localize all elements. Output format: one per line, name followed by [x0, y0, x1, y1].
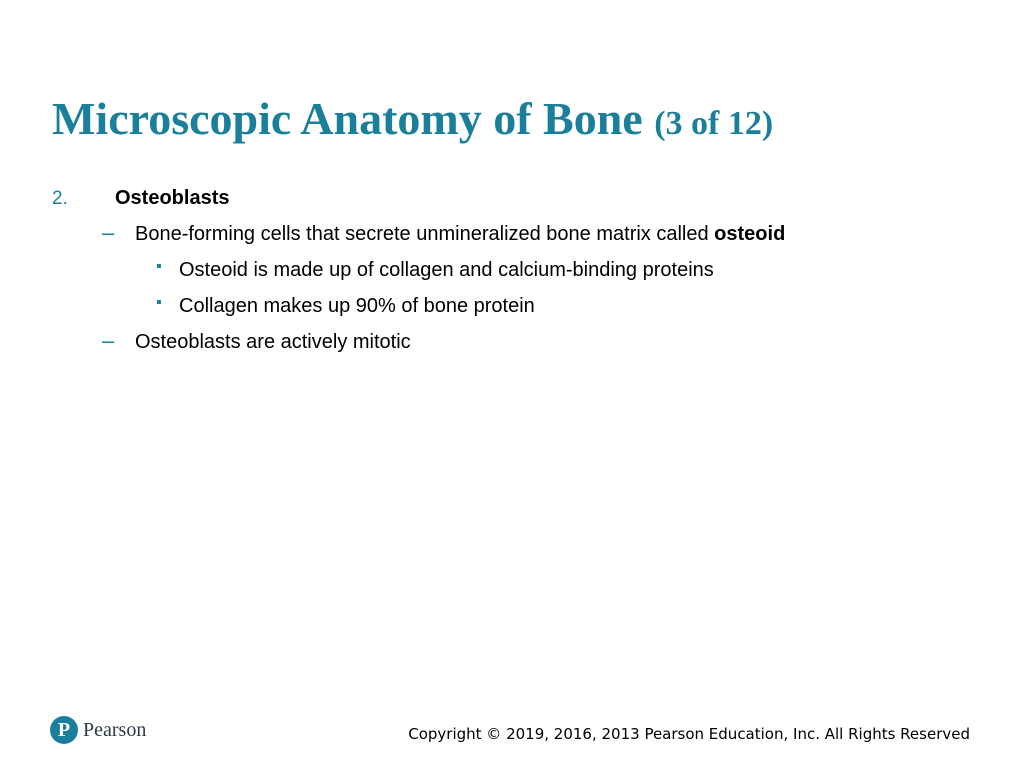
pearson-logo [50, 713, 146, 747]
list-item-text: Collagen makes up 90% of bone protein [179, 295, 535, 317]
list-item-text-emphasis: osteoid [714, 223, 786, 245]
title-sub: (3 of 12) [654, 105, 774, 142]
dash-bullet-icon: – [102, 220, 115, 245]
list-item-text: Osteoid is made up of collagen and calcium-binding proteins [179, 259, 714, 281]
list-item [0, 288, 1024, 324]
list-item-text [135, 223, 785, 246]
copyright-notice: Copyright © 2019, 2016, 2013 Pearson Education, Inc. All Rights Reserved [408, 725, 970, 743]
list-item-osteoblasts [0, 180, 1024, 216]
slide-title [52, 90, 773, 153]
list-number: 2. [52, 188, 68, 209]
list-item-text: Osteoblasts are actively mitotic [135, 331, 411, 353]
pearson-logo-icon: P [50, 716, 78, 744]
dash-bullet-icon: – [102, 328, 115, 353]
list-item-text-plain: Bone-forming cells that secrete unmineralized bone matrix called [135, 223, 715, 245]
list-item [0, 216, 1024, 252]
pearson-logo-wordmark: Pearson [83, 718, 147, 741]
list-item-text: Osteoblasts [115, 187, 230, 209]
list-item [0, 324, 1024, 360]
square-bullet-icon: ▪ [156, 294, 162, 311]
square-bullet-icon: ▪ [156, 258, 162, 275]
list-item [0, 252, 1024, 288]
title-main: Microscopic Anatomy of Bone [52, 93, 643, 144]
bullet-list [0, 180, 1024, 360]
